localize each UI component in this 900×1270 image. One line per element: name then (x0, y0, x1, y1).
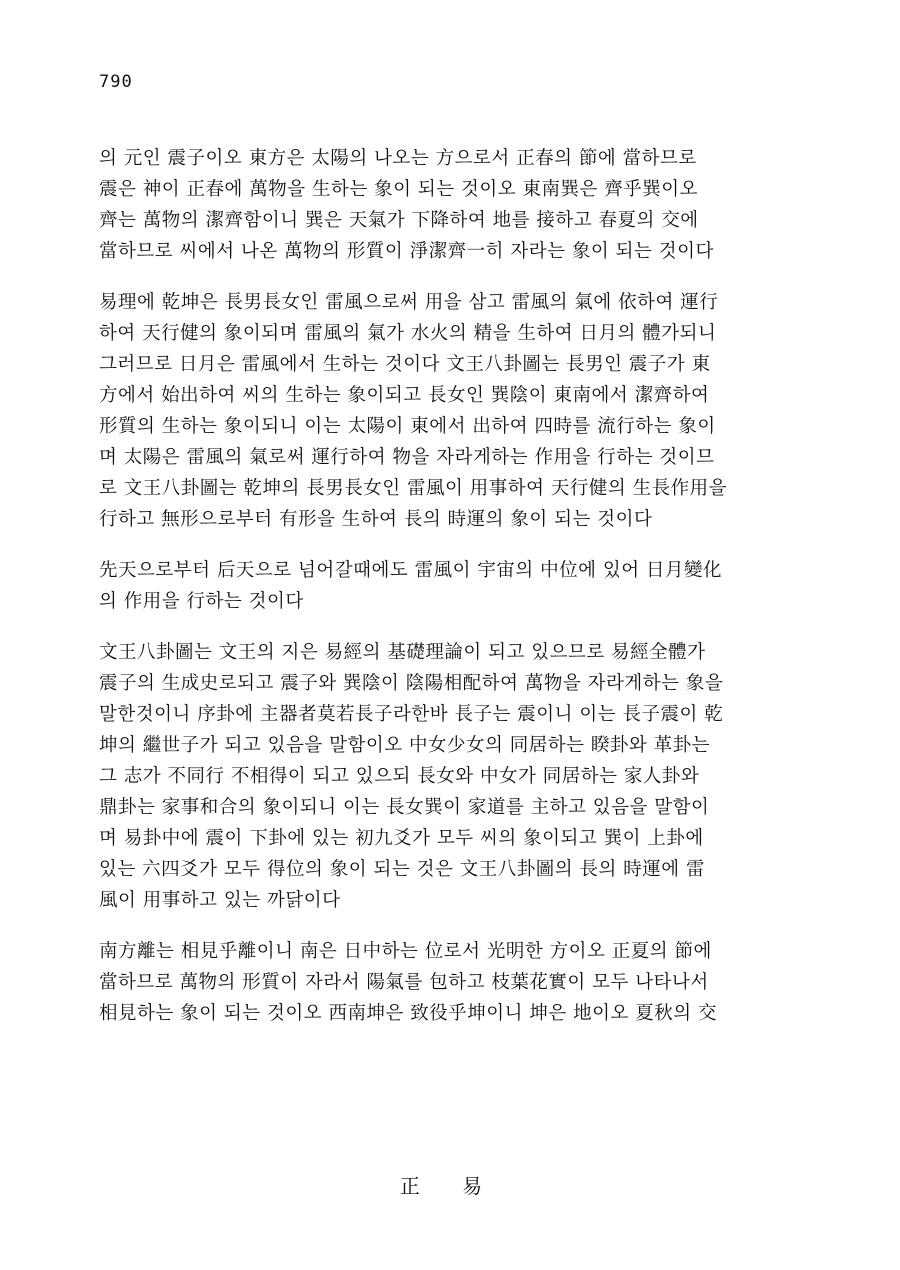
text-line: 坤의 繼世子가 되고 있음을 말함이오 中女少女의 同居하는 睽卦와 革卦는 (99, 735, 710, 756)
text-line: 있는 六四爻가 모두 得位의 象이 되는 것은 文王八卦圖의 長의 時運에 雷 (99, 859, 706, 880)
text-line: 하여 天行健의 象이되며 雷風의 氣가 水火의 精을 生하여 日月의 體가되니 (99, 323, 717, 344)
text-line: 相見하는 象이 되는 것이오 西南坤은 致役乎坤이니 坤은 地이오 夏秋의 交 (99, 1003, 717, 1024)
paragraph-4 (99, 637, 759, 916)
text-line: 말한것이니 序卦에 主器者莫若長子라한바 長子는 震이니 이는 長子震이 乾 (99, 704, 724, 725)
page-number: 790 (99, 72, 133, 92)
text-line: 當하므로 萬物의 形質이 자라서 陽氣를 包하고 枝葉花實이 모두 나타나서 (99, 972, 709, 993)
paragraph-3 (99, 555, 759, 617)
text-line: 의 元인 震子이오 東方은 太陽의 나오는 方으로서 正春의 節에 當하므로 (99, 148, 697, 169)
text-line: 震은 神이 正春에 萬物을 生하는 象이 되는 것이오 東南巽은 齊乎巽이오 (99, 179, 698, 200)
text-line: 方에서 始出하여 씨의 生하는 象이되고 長女인 巽陰이 東南에서 潔齊하여 (99, 385, 710, 406)
text-line: 그러므로 日月은 雷風에서 生하는 것이다 文王八卦圖는 長男인 震子가 東 (99, 354, 711, 375)
text-line: 當하므로 씨에서 나온 萬物의 形質이 淨潔齊一히 자라는 象이 되는 것이다 (99, 241, 714, 262)
text-line: 며 易卦中에 震이 下卦에 있는 初九爻가 모두 씨의 象이되고 巽이 上卦에 (99, 828, 704, 849)
text-line: 齊는 萬物의 潔齊함이니 巽은 天氣가 下降하여 地를 接하고 春夏의 交에 (99, 210, 699, 231)
text-line: 그 志가 不同行 不相得이 되고 있으되 長女와 中女가 同居하는 家人卦와 (99, 766, 700, 787)
text-line: 易理에 乾坤은 長男長女인 雷風으로써 用을 삼고 雷風의 氣에 依하여 運行 (99, 292, 719, 313)
text-line: 의 作用을 行하는 것이다 (99, 591, 304, 612)
text-line: 며 太陽은 雷風의 氣로써 運行하여 物을 자라게하는 作用을 行하는 것이므 (99, 447, 715, 468)
text-line: 鼎卦는 家事和合의 象이되니 이는 長女巽이 家道를 主하고 있음을 말함이 (99, 797, 710, 818)
text-line: 文王八卦圖는 文王의 지은 易經의 基礎理論이 되고 있으므로 易經全體가 (99, 642, 706, 663)
text-line: 南方離는 相見乎離이니 南은 日中하는 位로서 光明한 方이오 正夏의 節에 (99, 941, 712, 962)
footer-title: 正 易 (399, 1174, 501, 1198)
body-text (99, 143, 759, 1049)
text-line: 行하고 無形으로부터 有形을 生하여 長의 時運의 象이 되는 것이다 (99, 509, 653, 530)
text-line: 震子의 生成史로되고 震子와 巽陰이 陰陽相配하여 萬物을 자라게하는 象을 (99, 673, 724, 694)
paragraph-2 (99, 287, 759, 535)
text-line: 로 文王八卦圖는 乾坤의 長男長女인 雷風이 用事하여 天行健의 生長作用을 (99, 478, 728, 499)
text-line: 先天으로부터 后天으로 넘어갈때에도 雷風이 宇宙의 中位에 있어 日月變化 (99, 560, 722, 581)
text-line: 形質의 生하는 象이되니 이는 太陽이 東에서 出하여 四時를 流行하는 象이 (99, 416, 716, 437)
paragraph-1 (99, 143, 759, 267)
text-line: 風이 用事하고 있는 까닭이다 (99, 890, 341, 911)
paragraph-5 (99, 936, 759, 1029)
